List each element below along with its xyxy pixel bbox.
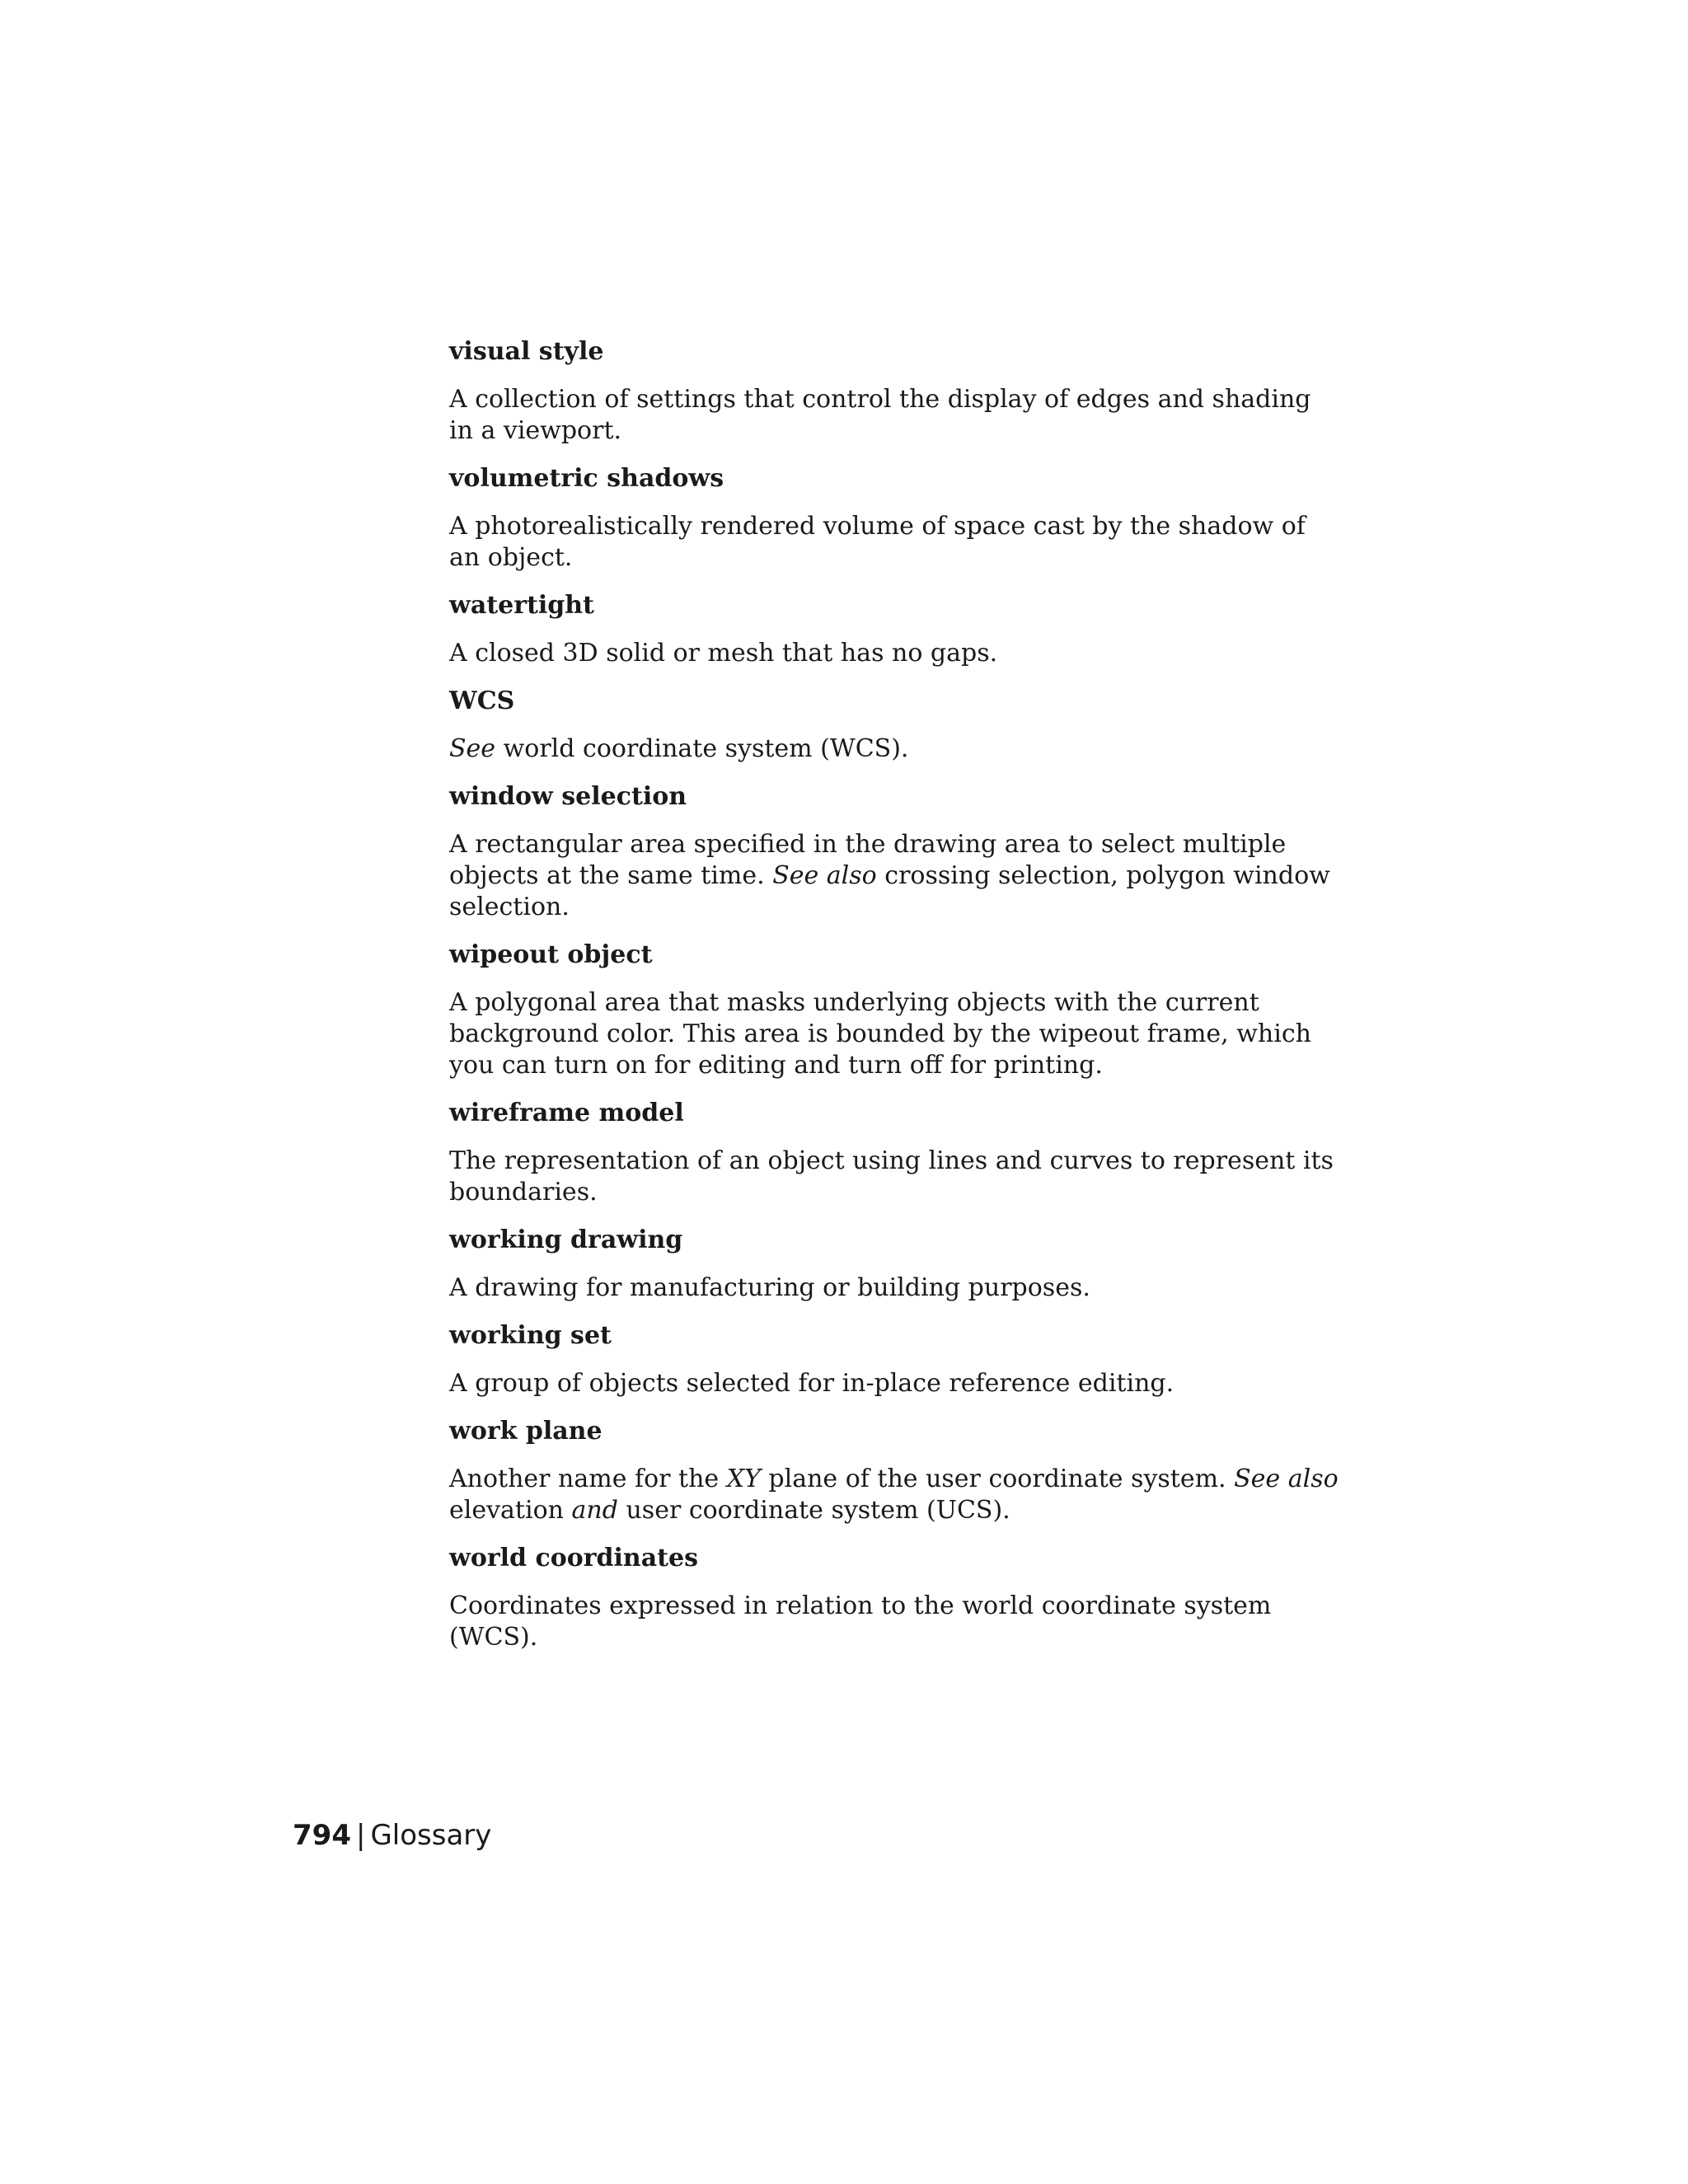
glossary-term: working set (449, 1321, 612, 1350)
glossary-term: window selection (449, 782, 687, 811)
definition-text: A rectangular area specified in the drawing area to select multiple objects at the same time. (449, 830, 1287, 890)
definition-text: The representation of an object using lines and curves to represent its boundaries. (449, 1146, 1334, 1207)
definition-emphasis: and (571, 1496, 618, 1525)
glossary-term: visual style (449, 337, 604, 366)
definition-emphasis: XY (726, 1465, 761, 1493)
glossary-entry (449, 1225, 1339, 1304)
glossary-entry (449, 1416, 1339, 1526)
glossary-definition (449, 384, 1339, 447)
glossary-term: watertight (449, 591, 594, 620)
definition-text: A closed 3D solid or mesh that has no gaps. (449, 639, 998, 668)
definition-text: A collection of settings that control the display of edges and shading in a viewport. (449, 385, 1311, 445)
glossary-definition (449, 1368, 1339, 1399)
glossary-entry (449, 1320, 1339, 1399)
glossary-definition (449, 987, 1339, 1081)
definition-text: A group of objects selected for in-place reference editing. (449, 1369, 1175, 1398)
glossary-definition (449, 638, 1339, 669)
glossary-definition (449, 733, 1339, 765)
definition-emphasis: See also (1234, 1465, 1339, 1493)
page-footer (293, 1817, 491, 1854)
glossary-definition (449, 511, 1339, 574)
definition-emphasis: See (449, 734, 496, 763)
page-number: 794 (293, 1819, 351, 1852)
glossary-entry (449, 686, 1339, 765)
definition-text: world coordinate system (WCS). (495, 734, 909, 763)
glossary-entry (449, 336, 1339, 447)
definition-text: A drawing for manufacturing or building purposes. (449, 1273, 1090, 1302)
footer-section-title: Glossary (370, 1819, 492, 1852)
definition-text: plane of the user coordinate system. (760, 1465, 1235, 1493)
glossary-term: world coordinates (449, 1544, 699, 1572)
definition-text: Another name for the (449, 1465, 727, 1493)
glossary-definition (449, 1146, 1339, 1208)
glossary-list (449, 336, 1339, 1670)
definition-text: elevation (449, 1496, 572, 1525)
definition-text: A polygonal area that masks underlying objects with the current background color. This area is bounded by the wipeout frame, which you can turn on for editing and turn off for printing. (449, 988, 1311, 1080)
footer-separator: | (355, 1819, 366, 1852)
glossary-entry (449, 463, 1339, 574)
glossary-entry (449, 590, 1339, 669)
definition-text: A photorealistically rendered volume of space cast by the shadow of an object. (449, 512, 1306, 572)
glossary-term: volumetric shadows (449, 464, 724, 493)
glossary-definition (449, 1464, 1339, 1526)
definition-emphasis: See also (772, 861, 877, 890)
glossary-term: WCS (449, 687, 515, 715)
definition-text: Coordinates expressed in relation to the world coordinate system (WCS). (449, 1591, 1272, 1652)
definition-text: user coordinate system (UCS). (617, 1496, 1010, 1525)
glossary-definition (449, 1591, 1339, 1653)
glossary-definition (449, 829, 1339, 923)
glossary-entry (449, 940, 1339, 1081)
glossary-term: wipeout object (449, 940, 653, 969)
glossary-term: work plane (449, 1417, 603, 1446)
glossary-entry (449, 1098, 1339, 1208)
glossary-definition (449, 1272, 1339, 1304)
glossary-entry (449, 781, 1339, 923)
glossary-term: wireframe model (449, 1099, 684, 1127)
glossary-entry (449, 1543, 1339, 1653)
definition-text: crossing selection, polygon window selection. (449, 861, 1330, 921)
glossary-term: working drawing (449, 1226, 683, 1254)
